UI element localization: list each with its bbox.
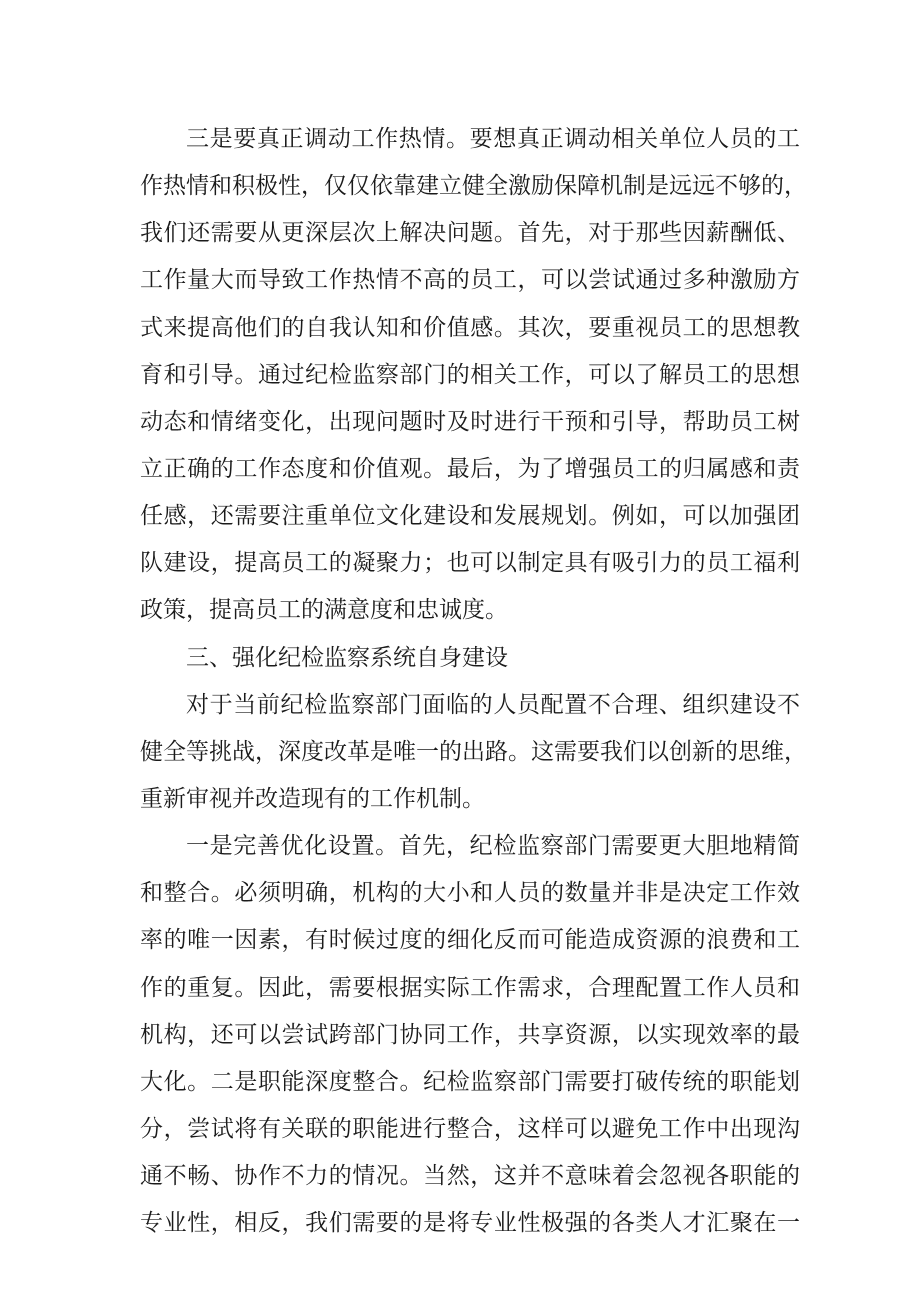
- paragraph-line: 动态和情绪变化，出现问题时及时进行干预和引导，帮助员工树: [140, 408, 800, 435]
- paragraph-line: 式来提高他们的自我认知和价值感。其次，要重视员工的思想教: [140, 314, 800, 341]
- paragraph-line: 大化。二是职能深度整合。纪检监察部门需要打破传统的职能划: [140, 1068, 800, 1095]
- paragraph-line: 立正确的工作态度和价值观。最后，为了增强员工的归属感和责: [140, 455, 800, 482]
- paragraph-line: 队建设，提高员工的凝聚力；也可以制定具有吸引力的员工福利: [140, 550, 800, 577]
- paragraph-line: 作热情和积极性，仅仅依靠建立健全激励保障机制是远远不够的，: [140, 173, 807, 200]
- paragraph-line: 对于当前纪检监察部门面临的人员配置不合理、组织建设不: [186, 691, 800, 718]
- paragraph-line: 作的重复。因此，需要根据实际工作需求，合理配置工作人员和: [140, 974, 800, 1001]
- paragraph-line: 健全等挑战，深度改革是唯一的出路。这需要我们以创新的思维，: [140, 738, 807, 765]
- paragraph-line: 工作量大而导致工作热情不高的员工，可以尝试通过多种激励方: [140, 267, 800, 294]
- paragraph-line: 一是完善优化设置。首先，纪检监察部门需要更大胆地精简: [186, 833, 800, 860]
- paragraph-line: 和整合。必须明确，机构的大小和人员的数量并非是决定工作效: [140, 880, 800, 907]
- paragraph-line: 机构，还可以尝试跨部门协同工作，共享资源，以实现效率的最: [140, 1021, 800, 1048]
- paragraph-line: 分，尝试将有关联的职能进行整合，这样可以避免工作中出现沟: [140, 1115, 800, 1142]
- paragraph-line: 重新审视并改造现有的工作机制。: [140, 785, 485, 812]
- paragraph-line: 育和引导。通过纪检监察部门的相关工作，可以了解员工的思想: [140, 361, 800, 388]
- paragraph-line: 三是要真正调动工作热情。要想真正调动相关单位人员的工: [186, 126, 800, 152]
- paragraph-line: 通不畅、协作不力的情况。当然，这并不意味着会忽视各职能的: [140, 1163, 800, 1190]
- paragraph-line: 率的唯一因素，有时候过度的细化反而可能造成资源的浪费和工: [140, 927, 800, 954]
- paragraph-line: 我们还需要从更深层次上解决问题。首先，对于那些因薪酬低、: [140, 220, 800, 247]
- paragraph-line: 政策，提高员工的满意度和忠诚度。: [140, 597, 508, 624]
- section-heading: 三、强化纪检监察系统自身建设: [186, 644, 508, 671]
- paragraph-line: 任感，还需要注重单位文化建设和发展规划。例如，可以加强团: [140, 503, 800, 530]
- paragraph-line: 专业性，相反，我们需要的是将专业性极强的各类人才汇聚在一: [140, 1210, 800, 1237]
- document-body: [140, 116, 807, 1247]
